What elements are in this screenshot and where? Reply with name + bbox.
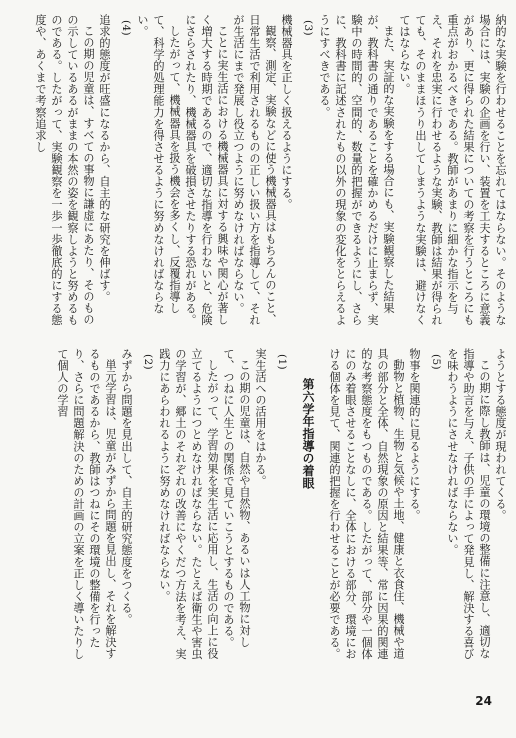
lower-text-block <box>8 348 508 666</box>
item-heading: 物事を関連的に見るようにする。 <box>408 348 421 522</box>
item-heading: 実生活への活用をはかる。 <box>254 348 267 487</box>
item-heading: 機械器具を正しく扱えるようにする。 <box>280 14 293 211</box>
paragraph: ことに実生活における機械器具に対する興味や関心が著しく増大する時期であるので、適切な指導を行わないと、危険にさらされたり、機械器具を破損させたりする恐れがある。 <box>184 14 229 326</box>
paragraph: 単元学習は、児童がみずから問題を見出し、それを解決するものであるから、教師はつねにその環境の整備を行ったり、さらに問題解決のための計画の立案を正しく導いたりして個人の学習 <box>56 348 117 660</box>
paragraph: 納的な実験を行わせることを忘れてはならない。そのような場合には、実験の企画を行い、装置を工夫するところに意義があり、更に得られた結果についての考察を行うところにも重点がおかるべきである。教師があまりに細かな指示を与え、それを忠実に行わせるような実験、教師は結果が得られても、そのままほうり出してしまうような実験は、避けなくてはならない。 <box>398 14 507 326</box>
paragraph: また、実証的な実験をする場合にも、実験観察した結果が、教科書の通りであることを確かめるだけに止まらず、実験中の時間的、空間的、数量的把握ができるようにし、さらに、教科書に記述されたもの以外の現象の変化をとらえるようにすべきである。 <box>318 14 395 326</box>
item-number: (3) <box>302 20 314 36</box>
page-number: 24 <box>475 694 492 708</box>
upper-text-block <box>8 14 508 332</box>
item-number: (1) <box>276 354 288 370</box>
paragraph: この期に際し教師は、児童の環境の整備に注意し、適切な指導や助言を与え、子供の手によって発見し、解決する喜びを味わうようにさせなければならない。 <box>446 348 491 660</box>
item-heading: みずから問題を見出して、自主的研究態度をつくる。 <box>120 348 133 626</box>
section-title: 第六学年指導の着眼 <box>301 378 315 490</box>
item-heading: 追求的態度が旺盛になるから、自主的な研究を伸ばす。 <box>98 14 111 303</box>
paragraph: 観察、測定、実験などに使う機械器具はもちろんのこと、日常生活で利用されるものの正しい扱い方を指導して、それが生活にまで発展し役立つように努めなければならない。 <box>232 14 277 326</box>
paragraph: したがって、学習効果を実生活に応用し、生活の向上に役立てるようにつとめなければならない。たとえば衛生や害虫の学習が、郷土のそれぞれの改善にやくだつ方法を考え、実践力にあらわれるように努めなければならない。 <box>158 348 219 660</box>
paragraph: ようとする態度が現われてくる。 <box>494 348 507 522</box>
paragraph: この期の児童は、自然や自然物、あるいは人工物に対して、つねに人生との関係で見ていこうとするものである。 <box>222 348 251 649</box>
item-number: (5) <box>430 354 442 370</box>
paragraph: したがって、機械器具を扱う機会を多くし、反覆指導して、科学的処理能力を得させるように努めなければならない。 <box>136 14 181 315</box>
item-number: (2) <box>142 354 154 370</box>
item-number: (4) <box>120 20 132 36</box>
paragraph: 動物と植物、生物と気候や土地、健康と衣食住、機械や道具の部分と全体、自然現象の原因と結果等、常に因果的関連的な考察態度をもつものである。したがって、部分や一個体にのみ着眼させることなしに、全体における部分、環境における個体を見て、関連的把握を行わせることが必要である。 <box>328 348 405 660</box>
paragraph: この期の児童は、すべての事物に謙虚にあたり、そのものの示しているあるがままの本然の姿を観察しようと努めるものである。したがって、実験観察を一歩一歩徹底的にする態度や、あくまで考察追求し <box>34 14 95 326</box>
